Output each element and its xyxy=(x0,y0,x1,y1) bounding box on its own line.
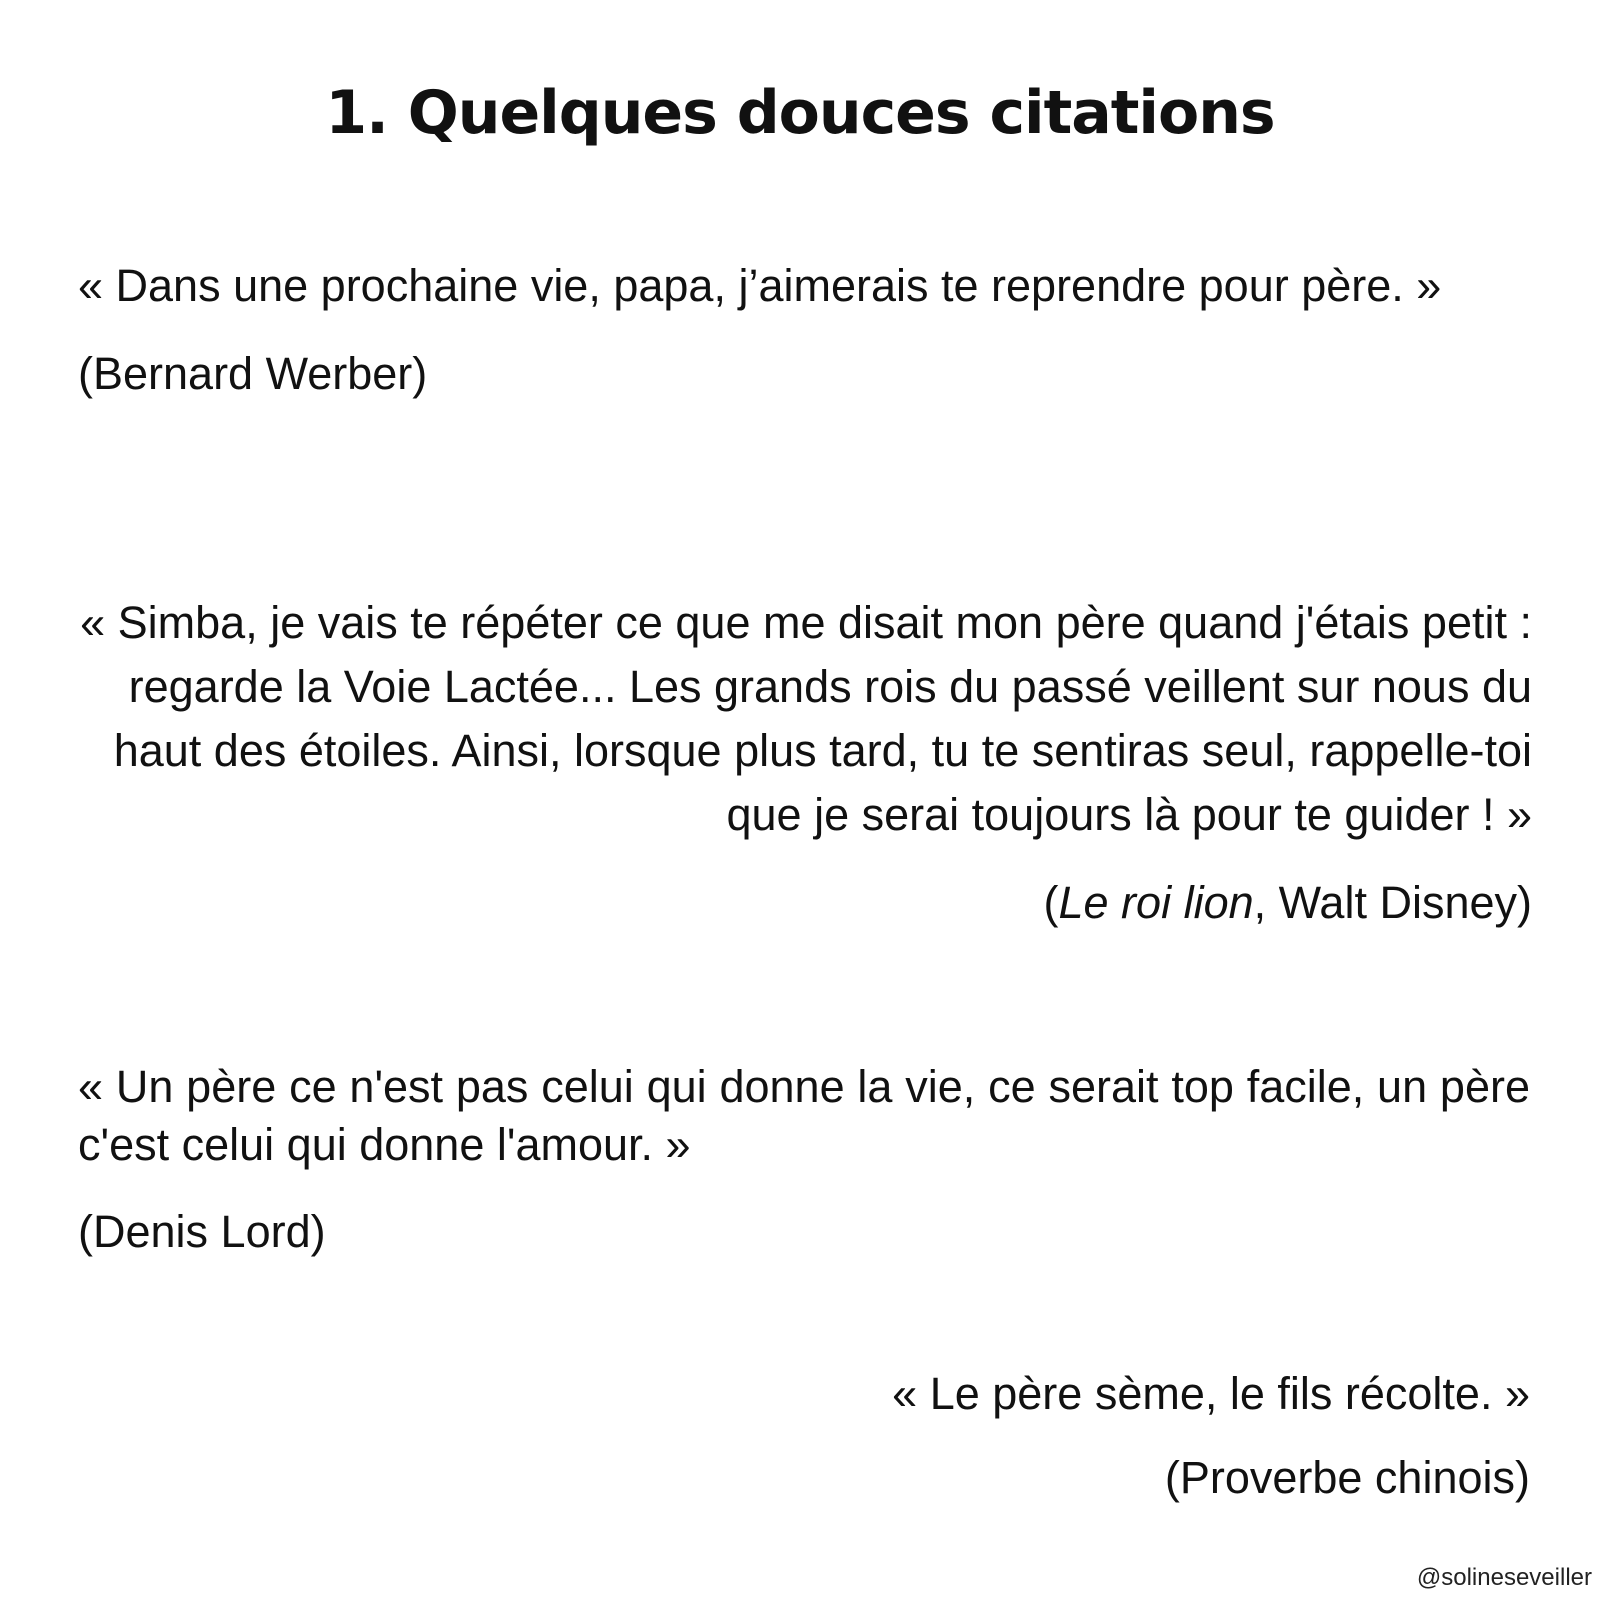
quote-text: « Un père ce n'est pas celui qui donne la vie, ce serait top facile, un père c'est celui qui donne l'amour. » xyxy=(78,1061,1530,1170)
page-title: 1. Quelques douces citations xyxy=(325,78,1275,148)
quote-block-werber xyxy=(78,254,1530,406)
quote-block-proverbe xyxy=(78,1362,1530,1510)
quote-author: (Bernard Werber) xyxy=(78,348,428,399)
quote-text: « Le père sème, le fils récolte. » xyxy=(892,1368,1530,1419)
quote-author: (Denis Lord) xyxy=(78,1206,326,1257)
author-work-title: Le roi lion xyxy=(1058,877,1254,928)
quote-text: « Simba, je vais te répéter ce que me disait mon père quand j'étais petit : regarde la Voie Lactée... Les grands rois du passé veillent sur nous du haut des étoiles. Ainsi, lorsque plus tard, tu te sentiras seul, rappelle-toi que je serai toujours là pour te guider ! » xyxy=(80,597,1532,840)
quote-text: « Dans une prochaine vie, papa, j’aimerais te reprendre pour père. » xyxy=(78,260,1442,311)
author-credit: @solineseveiller xyxy=(1416,1564,1592,1591)
quote-block-denis-lord xyxy=(78,1058,1530,1264)
quote-block-roi-lion xyxy=(80,591,1532,935)
quote-author: (Proverbe chinois) xyxy=(1164,1452,1530,1503)
quote-author xyxy=(80,871,1532,935)
author-name: , Walt Disney) xyxy=(1253,877,1532,928)
author-paren-open: ( xyxy=(1043,877,1059,928)
